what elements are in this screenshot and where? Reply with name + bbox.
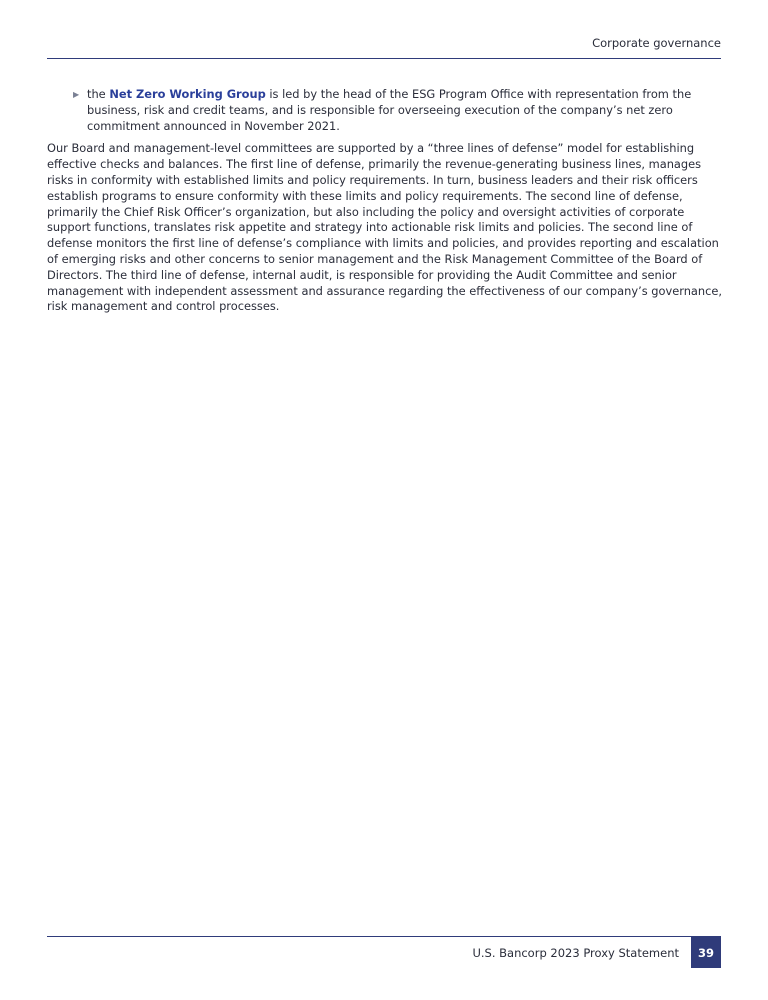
page-number-badge: 39 (691, 937, 721, 968)
page-footer (47, 936, 721, 969)
bullet-body-text: is led by the head of the ESG Program Office with representation from the business, risk and credit teams, and is responsible for overseeing execution of the company’s net zero commitment announced in November 2021. (87, 87, 692, 133)
page-header (47, 30, 721, 59)
page-content (47, 87, 723, 315)
bullet-lead-text: the (87, 87, 110, 101)
document-title: U.S. Bancorp 2023 Proxy Statement (472, 946, 679, 960)
bullet-item (47, 87, 723, 134)
section-title: Corporate governance (592, 36, 721, 50)
body-paragraph: Our Board and management-level committees are supported by a “three lines of defense” model for establishing effective checks and balances. The first line of defense, primarily the revenue-generating business lines, manages risks in conformity with established limits and policy requirements. In turn, business leaders and their risk officers establish programs to ensure conformity with these limits and policy requirements. The second line of defense, primarily the Chief Risk Officer’s organization, but also including the policy and oversight activities of corporate support functions, translates risk appetite and strategy into actionable risk limits and policies. The second line of defense monitors the first line of defense’s compliance with limits and policies, and provides reporting and escalation of emerging risks and other concerns to senior management and the Risk Management Committee of the Board of Directors. The third line of defense, internal audit, is responsible for providing the Audit Committee and senior management with independent assessment and assurance regarding the effectiveness of our company’s governance, risk management and control processes. (47, 141, 723, 314)
bullet-highlight-text: Net Zero Working Group (109, 87, 266, 101)
right-triangle-icon: ▶ (73, 90, 80, 99)
